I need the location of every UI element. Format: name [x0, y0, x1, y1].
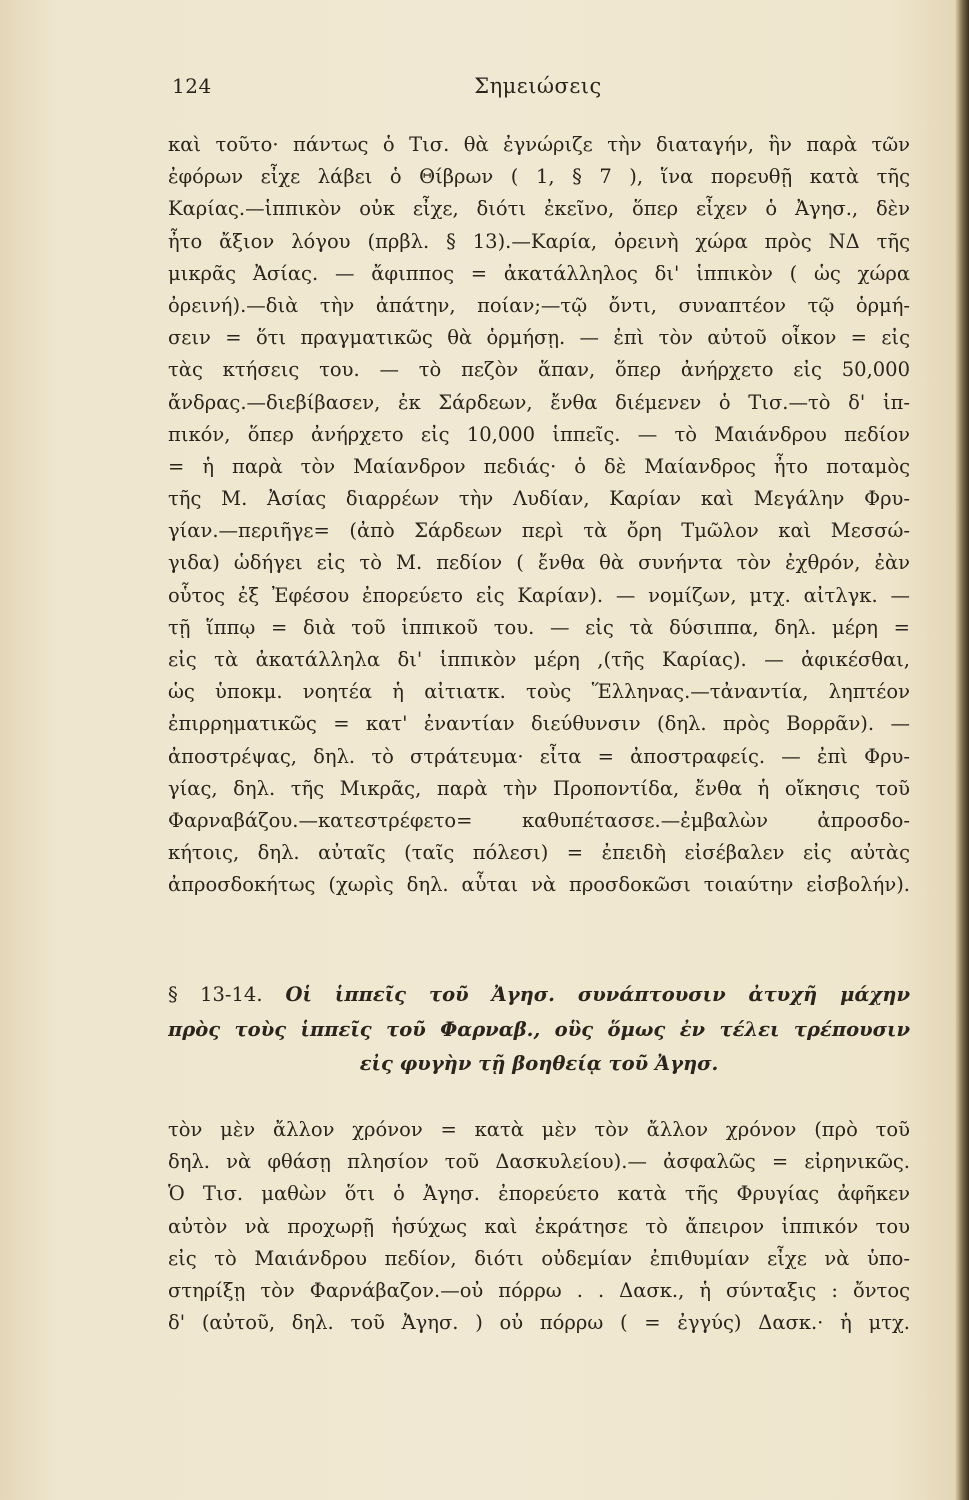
text-line: τὰς κτήσεις του. — τὸ πεζὸν ἅπαν, ὅπερ ἀνήρχετο εἰς 50,000 — [168, 358, 910, 382]
section-paragraph — [168, 1114, 910, 1339]
text-line: ἐφόρων εἶχε λάβει ὁ Θίβρων ( 1, § 7 ), ἵνα πορευθῇ κατὰ τῆς — [168, 165, 910, 189]
text-line: τὸν μὲν ἄλλον χρόνον = κατὰ μὲν τὸν ἄλλον χρόνον (πρὸ τοῦ — [168, 1118, 910, 1141]
text-line: πικόν, ὅπερ ἀνήρχετο εἰς 10,000 ἱππεῖς. — τὸ Μαιάνδρου πεδίον — [168, 422, 910, 446]
text-line: γίας, δηλ. τῆς Μικρᾶς, παρὰ τὴν Προποντίδα, ἔνθα ἡ οἴκησις τοῦ — [168, 776, 910, 800]
text-line: στηρίξῃ τὸν Φαρνάβαζον.—οὐ πόρρω . . Δασκ., ἡ σύνταξις : ὄντος — [168, 1278, 910, 1302]
text-line: ἄνδρας.—διεβίβασεν, ἐκ Σάρδεων, ἔνθα διέμενεν ὁ Τισ.—τὸ δ' ἱπ- — [168, 390, 910, 414]
page-number: 124 — [172, 74, 212, 98]
text-line: ἦτο ἄξιον λόγου (πρβλ. § 13).—Καρία, ὀρεινὴ χώρα πρὸς ΝΔ τῆς — [168, 229, 910, 253]
text-line: Φαρναβάζου.—κατεστρέφετο= καθυπέτασσε.—ἐμβαλὼν ἀπροσδο- — [168, 808, 910, 832]
text-line: δ' (αὐτοῦ, δηλ. τοῦ Ἀγησ. ) οὐ πόρρω ( = ἐγγύς) Δασκ.· ἡ μτχ. — [168, 1311, 910, 1335]
text-line: ἐπιρρηματικῶς = κατ' ἐναντίαν διεύθυνσιν (δηλ. πρὸς Βορρᾶν). — — [168, 712, 910, 736]
text-line: Καρίας.—ἱππικὸν οὐκ εἶχε, διότι ἐκεῖνο, ὅπερ εἶχεν ὁ Ἀγησ., δὲν — [168, 197, 910, 221]
text-line: ἀποστρέψας, δηλ. τὸ στράτευμα· εἶτα = ἀποστραφείς. — ἐπὶ Φρυ- — [168, 744, 910, 768]
text-line: σειν = ὅτι πραγματικῶς θὰ ὁρμήσῃ. — ἐπὶ τὸν αὐτοῦ οἶκον = εἰς — [168, 326, 910, 350]
page-header — [168, 70, 908, 110]
text-line: καὶ τοῦτο· πάντως ὁ Τισ. θὰ ἐγνώριζε τὴν διαταγήν, ἣν παρὰ τῶν — [168, 133, 910, 156]
page-edge-shadow — [955, 0, 969, 1500]
text-line: γίαν.—περιῆγε= (ἀπὸ Σάρδεων περὶ τὰ ὄρη Τμῶλον καὶ Μεσσώ- — [168, 519, 910, 543]
text-line: εἰς τὰ ἀκατάλληλα δι' ἱππικὸν μέρη ,(τῆς Καρίας). — ἀφικέσθαι, — [168, 648, 910, 671]
text-line: γιδα) ὡδήγει εἰς τὸ Μ. πεδίον ( ἔνθα θὰ συνήντα τὸν ἐχθρόν, ἐὰν — [168, 551, 910, 575]
section-title-line-2: πρὸς τοὺς ἱππεῖς τοῦ Φαρναβ., οὓς ὅμως ἐν τέλει τρέπουσιν — [168, 1017, 910, 1041]
text-line: τῆς Μ. Ἀσίας διαρρέων τὴν Λυδίαν, Καρίαν καὶ Μεγάλην Φρυ- — [168, 487, 910, 511]
text-line: μικρᾶς Ἀσίας. — ἄφιππος = ἀκατάλληλος δι' ἱππικὸν ( ὡς χώρα — [168, 261, 910, 285]
text-line: οὗτος ἐξ Ἐφέσου ἐπορεύετο εἰς Καρίαν). — νομίζων, μτχ. αἰτλγκ. — — [168, 583, 910, 607]
text-line: κήτοις, δηλ. αὐταῖς (ταῖς πόλεσι) = ἐπειδὴ εἰσέβαλεν εἰς αὐτὰς — [168, 841, 910, 865]
text-line: Ὁ Τισ. μαθὼν ὅτι ὁ Ἀγησ. ἐπορεύετο κατὰ τῆς Φρυγίας ἀφῆκεν — [168, 1182, 910, 1206]
text-line: τῇ ἵππῳ = διὰ τοῦ ἱππικοῦ του. — εἰς τὰ δύσιππα, δηλ. μέρη = — [168, 615, 910, 639]
section-heading — [168, 978, 910, 1082]
text-line: εἰς τὸ Μαιάνδρου πεδίον, διότι οὐδεμίαν ἐπιθυμίαν εἶχε νὰ ὑπο- — [168, 1246, 910, 1270]
text-line: = ἡ παρὰ τὸν Μαίανδρον πεδιάς· ὁ δὲ Μαίανδρος ἦτο ποταμὸς — [168, 454, 910, 478]
section-number: § 13-14. — [168, 983, 263, 1006]
section-title-line-3: εἰς φυγὴν τῇ βοηθείᾳ τοῦ Ἀγησ. — [359, 1052, 719, 1075]
text-line: ὀρεινή).—διὰ τὴν ἀπάτην, ποίαν;—τῷ ὄντι, συναπτέον τῷ ὁρμή- — [168, 293, 910, 317]
text-line: αὐτὸν νὰ προχωρῇ ἡσύχως καὶ ἐκράτησε τὸ ἄπειρον ἱππικόν του — [168, 1214, 910, 1238]
notes-paragraph — [168, 129, 910, 902]
text-line: δηλ. νὰ φθάσῃ πλησίον τοῦ Δασκυλείου).— ἀσφαλῶς = εἰρηνικῶς. — [168, 1150, 910, 1174]
running-head: Σημειώσεις — [474, 74, 602, 98]
section-title-line-1: Οἱ ἱππεῖς τοῦ Ἀγησ. συνάπτουσιν ἀτυχῆ μάχην — [285, 983, 910, 1006]
text-line: ὡς ὑποκμ. νοητέα ἡ αἰτιατκ. τοὺς Ἕλληνας.—τἀναντία, ληπτέον — [168, 680, 910, 704]
text-line: ἀπροσδοκήτως (χωρὶς δηλ. αὗται νὰ προσδοκῶσι τοιαύτην εἰσβολήν). — [168, 873, 910, 897]
